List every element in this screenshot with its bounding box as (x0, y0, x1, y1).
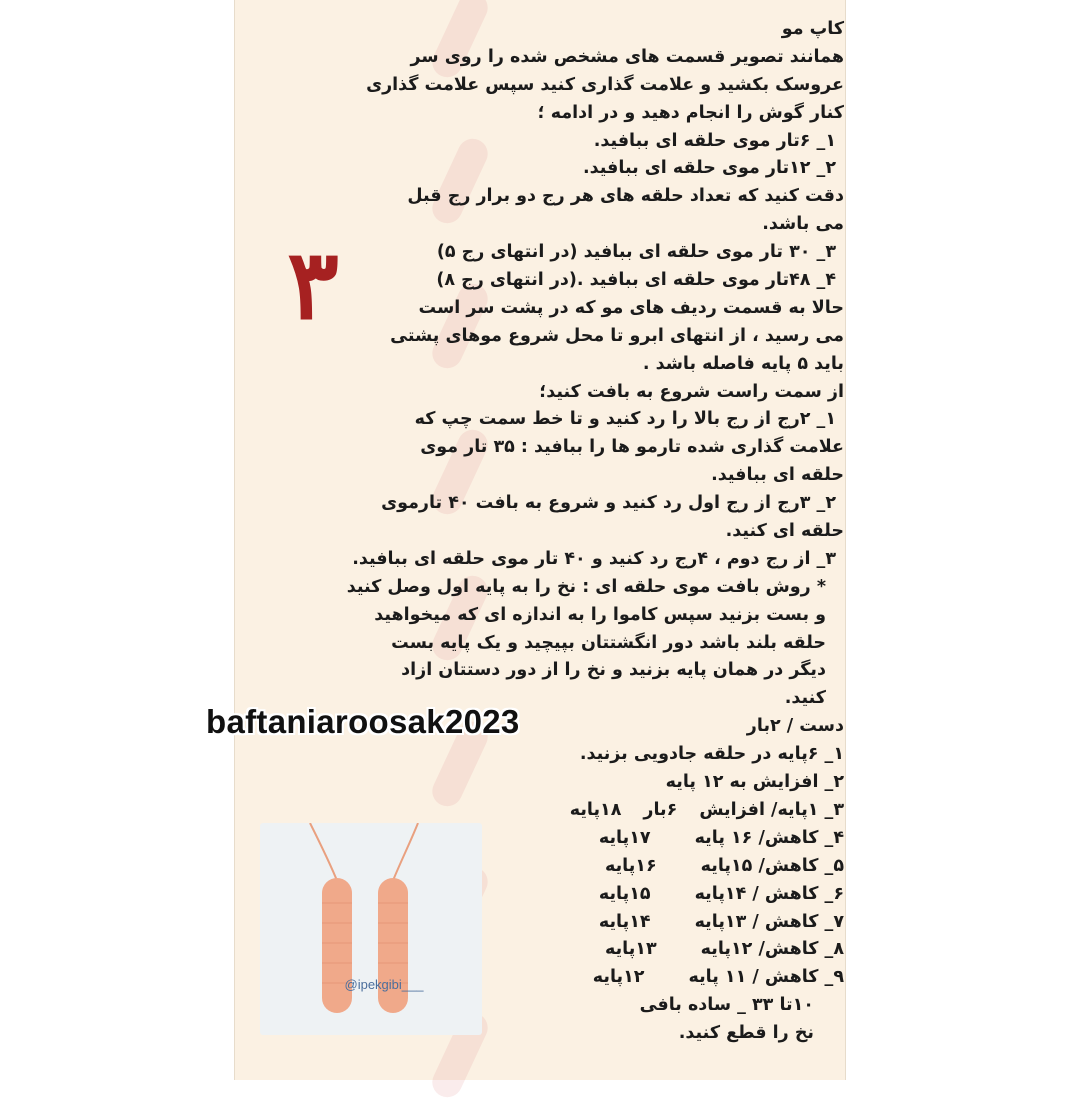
text-line: ۱_ ۶پایه در حلقه جادویی بزنید. (579, 744, 844, 765)
text-line: ۴_ ۴۸تار موی حلقه ای ببافید .(در انتهای رج ۸) (436, 270, 836, 291)
text-line: و بست بزنید سپس کاموا را به اندازه ای که میخواهید (374, 604, 826, 625)
page-number: ۳ (287, 228, 339, 341)
text-line: می رسید ، از انتهای ابرو تا محل شروع موهای پشتی (390, 325, 844, 346)
arm-row-total: ۱۵پایه (598, 883, 651, 904)
arm-intro (254, 741, 844, 797)
page-edge-left (234, 0, 235, 1080)
arm-row-step: ۸_ کاهش/ ۱۲پایه (700, 939, 844, 960)
text-line: حالا به قسمت ردیف های مو که در پشت سر است (418, 297, 844, 318)
text-line: * روش بافت موی حلقه ای : نخ را به پایه اول وصل کنید (346, 576, 826, 597)
text-line: عروسک بکشید و علامت گذاری کنید سپس علامت گذاری (366, 74, 844, 95)
text-line: علامت گذاری شده تارمو ها را ببافید : ۳۵ تار موی (420, 437, 844, 458)
text-line: ۳_ از رج دوم ، ۴رج رد کنید و ۴۰ تار موی حلقه ای ببافید. (352, 548, 836, 569)
arm-row-total: ۱۶پایه (604, 855, 657, 876)
text-line: کنار گوش را انجام دهید و در ادامه ؛ (537, 102, 844, 123)
page-edge-right (845, 0, 846, 1080)
arm-row-total: ۱۳پایه (604, 939, 657, 960)
text-line: ۲_ ۱۲تار موی حلقه ای ببافید. (583, 158, 836, 179)
arm-row (254, 797, 844, 825)
arm-row-total: ۱۸پایه (569, 799, 622, 820)
arm-row-total: ۱۷پایه (598, 827, 651, 848)
text-line: حلقه بلند باشد دور انگشتتان بپیچید و یک پایه بست (391, 632, 826, 653)
text-line: ۱_ ۶تار موی حلقه ای ببافید. (593, 130, 836, 151)
text-line: حلقه ای کنید. (725, 521, 844, 542)
text-line: کنید. (784, 688, 826, 709)
arm-row-step: ۳_ ۱پایه/ افزایش (699, 799, 844, 820)
text-line: حلقه ای ببافید. (711, 465, 844, 486)
text-line: دقت کنید که تعداد حلقه های هر رج دو برار رج قبل (407, 186, 844, 207)
text-line: از سمت راست شروع به بافت کنید؛ (539, 381, 844, 402)
yarn-arms-photo (260, 823, 482, 1035)
arm-row-step: ۹_ کاهش / ۱۱ پایه (688, 967, 844, 988)
text-line: ۱_ ۲رج از رج بالا را رد کنید و تا خط سمت چپ که (414, 409, 836, 430)
text-line: باید ۵ پایه فاصله باشد . (642, 353, 844, 374)
arm-row-step: ۷_ کاهش / ۱۳پایه (694, 911, 844, 932)
arm-section-title: دست / ۲بار (746, 716, 844, 737)
photo-credit: @ipekgibi___ (344, 977, 424, 992)
text-line: ۱۰تا ۳۳ _ ساده بافی (639, 995, 814, 1016)
arm-row-total: ۱۲پایه (592, 967, 645, 988)
text-line: کاپ مو (781, 19, 844, 39)
crochet-arms-illustration (260, 823, 482, 1035)
text-line: می باشد. (762, 214, 844, 235)
hair-section (254, 16, 844, 713)
account-watermark: baftaniaroosak2023 (206, 703, 520, 740)
text-line: ۲_ ۳رج از رج اول رد کنید و شروع به بافت ۴۰ تارموی (381, 493, 836, 514)
arm-row-total: ۱۴پایه (598, 911, 651, 932)
text-line: ۳_ ۳۰ تار موی حلقه ای ببافید (در انتهای رج ۵) (436, 242, 836, 263)
arm-row-step: ۶_ کاهش / ۱۴پایه (694, 883, 844, 904)
text-line: ۲_ افزایش به ۱۲ پایه (665, 772, 844, 793)
arm-row-step: ۵_ کاهش/ ۱۵پایه (700, 855, 844, 876)
arm-row-step: ۴_ کاهش/ ۱۶ پایه (694, 827, 844, 848)
arm-row-detail: ۶بار (643, 799, 678, 820)
text-line: همانند تصویر قسمت های مشخص شده را روی سر (410, 46, 844, 67)
text-line: نخ را قطع کنید. (678, 1023, 814, 1044)
text-line: دیگر در همان پایه بزنید و نخ را از دور دستتان ازاد (401, 660, 826, 681)
